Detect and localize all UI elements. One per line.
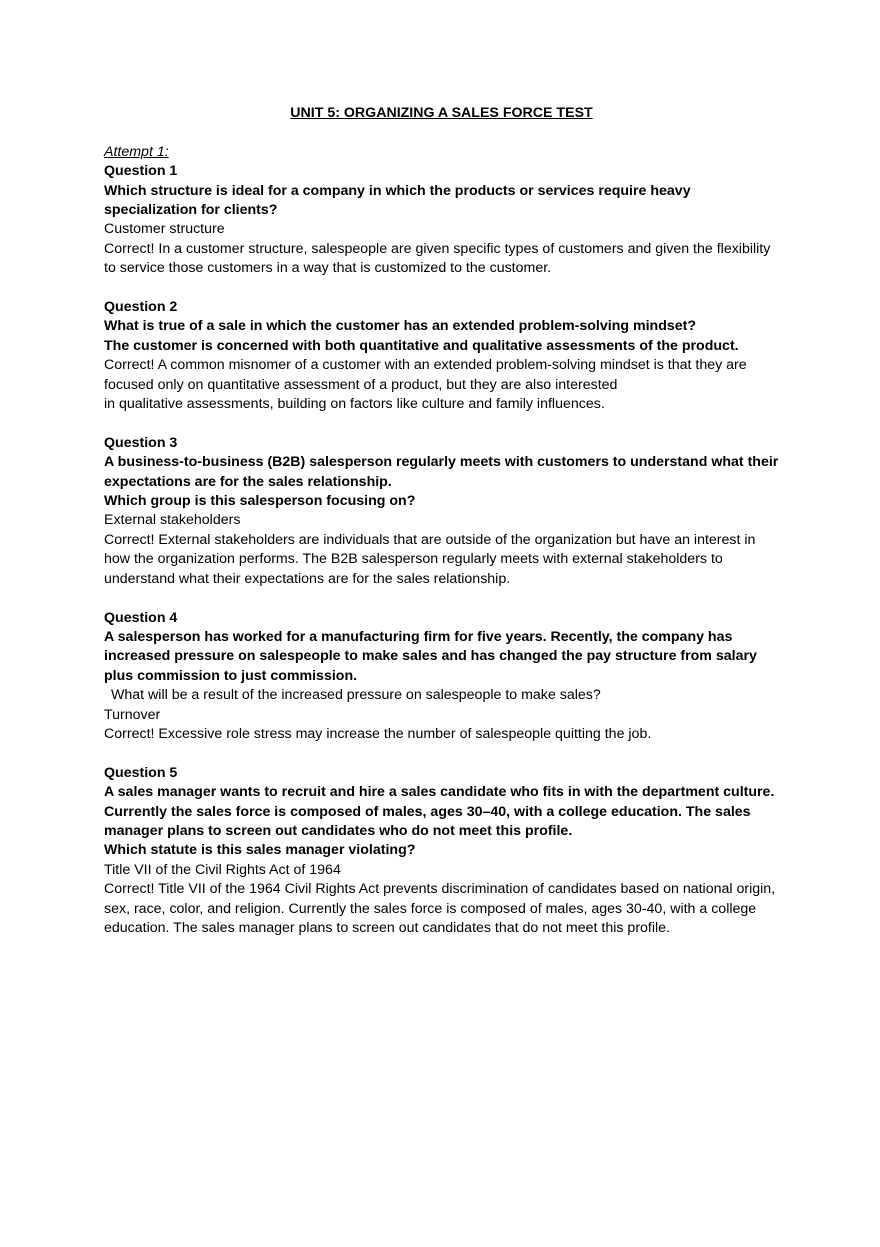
question-2 [104,298,784,414]
question-1 [104,162,784,278]
question-text: A salesperson has worked for a manufacturing firm for five years. Recently, the company has increased pressure on salespeople to make sales and has changed the pay structure from salary plus commission to just commission. [104,628,757,684]
answer-text: Customer structure [104,221,225,238]
document-title: UNIT 5: ORGANIZING A SALES FORCE TEST [290,105,593,121]
answer-text: External stakeholders [104,512,241,529]
feedback-text-continued: in qualitative assessments, building on factors like culture and family influences. [104,396,605,413]
question-heading: Question 4 [104,609,178,626]
document-content [104,104,784,958]
question-text: What is true of a sale in which the customer has an extended problem-solving mindset? [104,318,697,335]
question-text: A sales manager wants to recruit and hire a sales candidate who fits in with the department culture. Currently the sales force is composed of males, ages 30–40, with a college education. The sales manager plans to screen out candidates who do not meet this profile. [104,784,775,839]
question-prompt: Which statute is this sales manager violating? [104,842,416,859]
feedback-text: Correct! Excessive role stress may increase the number of salespeople quitting the job. [104,725,652,742]
question-text: A business-to-business (B2B) salesperson regularly meets with customers to understand what their expectations are for the sales relationship. [104,454,779,490]
question-heading: Question 1 [104,163,178,180]
question-4 [104,609,784,745]
question-5 [104,764,784,939]
answer-text: Title VII of the Civil Rights Act of 1964 [104,861,341,878]
question-heading: Question 2 [104,299,178,316]
question-prompt: What will be a result of the increased pressure on salespeople to make sales? [111,687,601,704]
question-text: Which structure is ideal for a company in which the products or services require heavy specialization for clients? [104,182,691,219]
feedback-text: Correct! Title VII of the 1964 Civil Rights Act prevents discrimination of candidates based on national origin, sex, race, color, and religion. Currently the sales force is composed of males, ages 30-40, with a college education. The sales manager plans to screen out candidates that do not meet this profile. [104,881,776,936]
feedback-text: Correct! In a customer structure, salespeople are given specific types of customers and given the flexibility to service those customers in a way that is customized to the customer. [104,240,771,277]
feedback-text: Correct! A common misnomer of a customer with an extended problem-solving mindset is that they are focused only on quantitative assessment of a product, but they are also interested [104,357,747,393]
answer-text: Turnover [104,706,161,723]
answer-text: The customer is concerned with both quantitative and qualitative assessments of the product. [104,337,739,354]
feedback-text: Correct! External stakeholders are individuals that are outside of the organization but have an interest in how the organization performs. The B2B salesperson regularly meets with external stakeholders to understand what their expectations are for the sales relationship. [104,531,756,587]
question-prompt: Which group is this salesperson focusing on? [104,493,416,510]
question-3 [104,434,784,589]
attempt-label: Attempt 1: [104,143,169,160]
question-heading: Question 3 [104,434,178,451]
question-heading: Question 5 [104,764,178,781]
